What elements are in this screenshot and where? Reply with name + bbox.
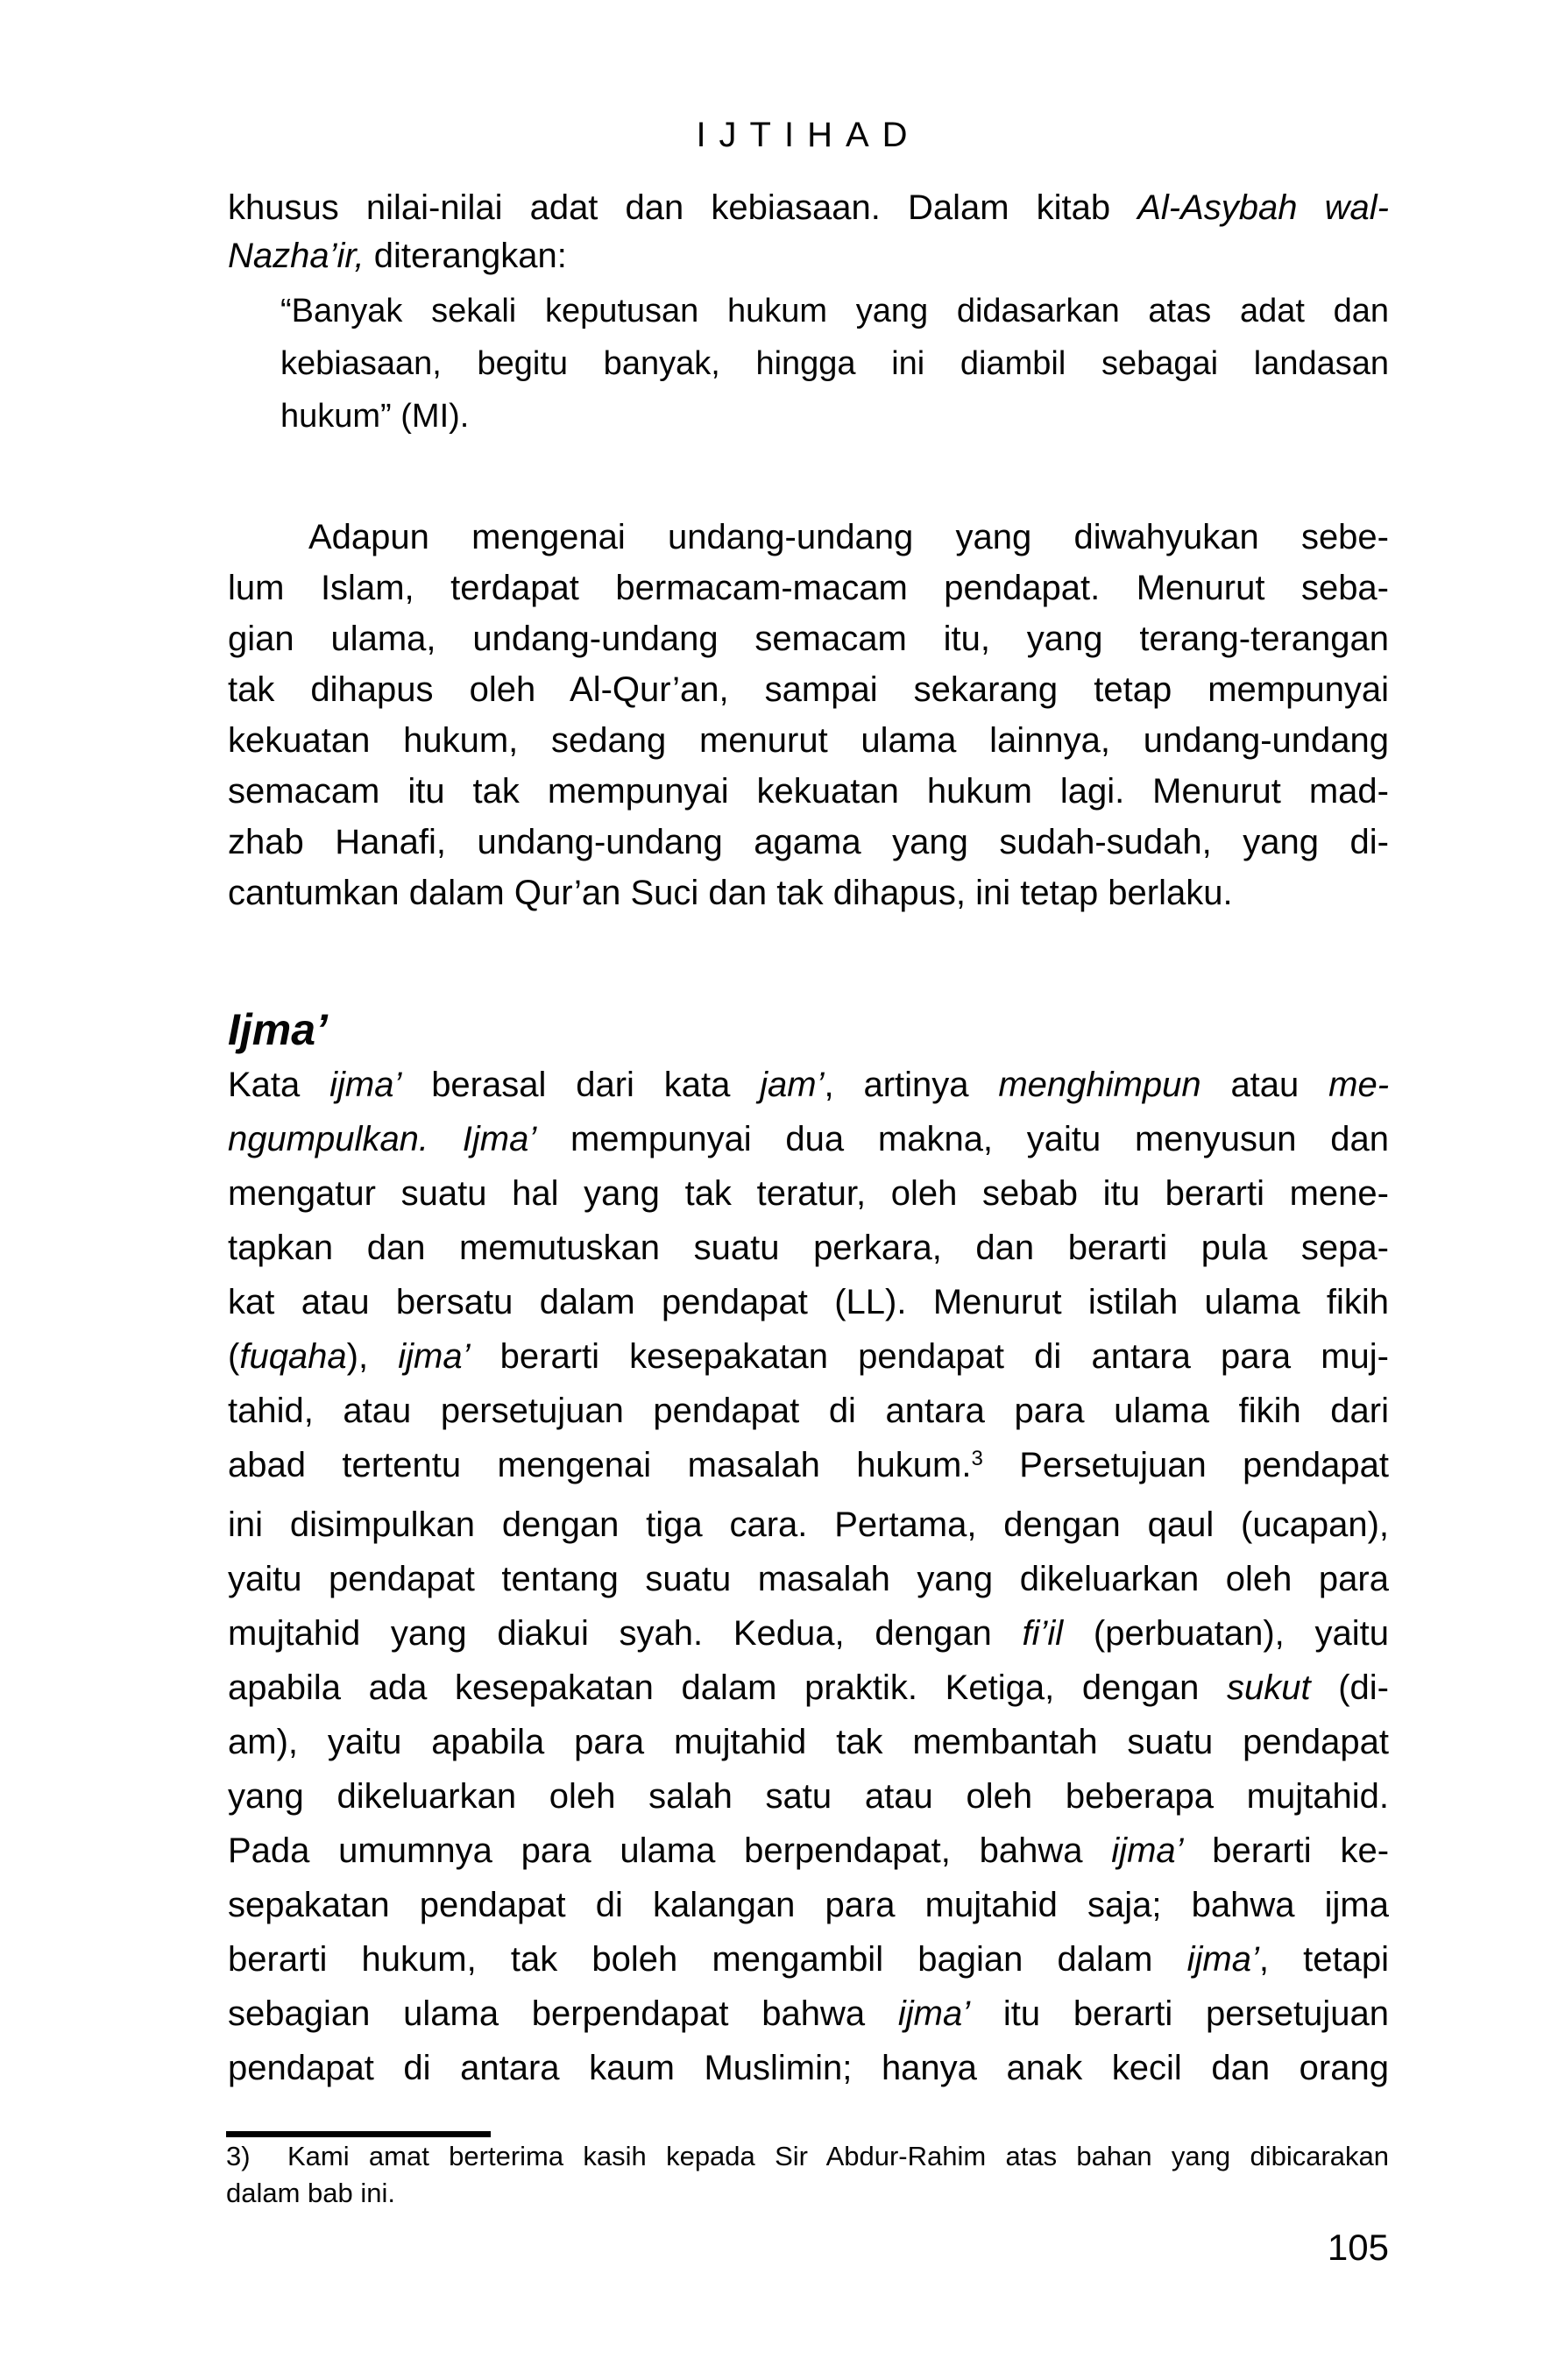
text-segment: gian ulama, undang-undang semacam itu, yang terang-terangan (228, 620, 1389, 658)
text-segment: ( (228, 1337, 240, 1376)
footnote-line (226, 2138, 1389, 2175)
text-segment: fi’il (1022, 1614, 1064, 1653)
text-line (228, 1824, 1389, 1878)
text-segment: menghimpun (998, 1066, 1201, 1104)
text-segment: Kami amat berterima kasih kepada Sir Abdur-Rahim atas bahan yang dibicarakan (287, 2141, 1389, 2171)
text-line (228, 1932, 1389, 1987)
text-segment: fuqaha (239, 1337, 347, 1376)
text-segment: mujtahid yang diakui syah. Kedua, dengan (228, 1614, 1023, 1653)
footnote-reference: 3 (971, 1446, 983, 1470)
text-line (228, 1661, 1389, 1715)
text-segment: lum Islam, terdapat bermacam-macam pendapat. Menurut seba- (228, 569, 1389, 607)
text-line (280, 390, 1389, 443)
text-segment: ijma’ (897, 1994, 971, 2033)
text-line (287, 2138, 1389, 2175)
text-segment: kat atau bersatu dalam pendapat (LL). Menurut istilah ulama fikih (228, 1283, 1389, 1321)
text-segment: sukut (1226, 1668, 1311, 1707)
text-segment: Adapun mengenai undang-undang yang diwahyukan sebe- (308, 518, 1389, 556)
block-quote (280, 285, 1389, 443)
text-segment: ijma’ (1186, 1940, 1259, 1979)
text-segment: (perbuatan), yaitu (1063, 1614, 1389, 1653)
text-line (228, 817, 1389, 868)
text-line (228, 1329, 1389, 1384)
text-segment: tak dihapus oleh Al-Qur’an, sampai sekarang tetap mempunyai (228, 670, 1389, 709)
text-line (228, 868, 1389, 918)
text-line (228, 766, 1389, 817)
running-header: IJTIHAD (696, 116, 921, 154)
text-segment: sebagian ulama berpendapat bahwa (228, 1994, 898, 2033)
text-line (228, 1715, 1389, 1769)
text-line (228, 613, 1389, 664)
text-line (228, 1498, 1389, 1552)
text-segment: atau (1200, 1066, 1329, 1104)
text-line (228, 664, 1389, 715)
text-segment: cantumkan dalam Qur’an Suci dan tak dihapus, ini tetap berlaku. (228, 874, 1233, 912)
text-segment: Persetujuan pendapat (982, 1446, 1389, 1484)
text-segment: me- (1328, 1066, 1390, 1104)
text-line (228, 512, 1389, 563)
text-line (228, 1769, 1389, 1824)
text-segment: mempunyai dua makna, yaitu menyusun dan (536, 1120, 1389, 1158)
text-line (228, 1221, 1389, 1275)
text-line (228, 1275, 1389, 1329)
text-segment: abad tertentu mengenai masalah hukum. (228, 1446, 972, 1484)
text-segment: hukum” (MI). (280, 398, 470, 435)
text-segment: itu berarti persetujuan (970, 1994, 1390, 2033)
text-segment: yaitu pendapat tentang suatu masalah yang dikeluarkan oleh para (228, 1560, 1389, 1598)
page-number: 105 (1327, 2227, 1389, 2268)
text-segment: ijma’ (329, 1066, 402, 1104)
text-line (228, 1112, 1389, 1166)
text-line (280, 285, 1389, 337)
text-segment: “Banyak sekali keputusan hukum yang didasarkan atas adat dan (280, 293, 1389, 329)
text-segment: diterangkan: (364, 237, 567, 275)
section-heading-ijma: Ijma’ (228, 1005, 328, 1054)
text-segment: berarti kesepakatan pendapat di antara para muj- (470, 1337, 1389, 1376)
text-line (228, 1384, 1389, 1438)
text-segment: ), (346, 1337, 399, 1376)
text-segment: kekuatan hukum, sedang menurut ulama lainnya, undang-undang (228, 721, 1389, 760)
text-segment: semacam itu tak mempunyai kekuatan hukum lagi. Menurut mad- (228, 772, 1389, 811)
text-line (228, 1166, 1389, 1221)
text-segment: berarti hukum, tak boleh mengambil bagian dalam (228, 1940, 1187, 1979)
text-line (228, 1606, 1389, 1661)
text-segment: ini disimpulkan dengan tiga cara. Pertama, dengan qaul (ucapan), (228, 1505, 1389, 1544)
text-segment: ijma’ (398, 1337, 471, 1376)
text-segment: , tetapi (1258, 1940, 1390, 1979)
text-line (228, 1438, 1389, 1498)
text-segment: Al-Asybah wal- (1137, 188, 1389, 227)
text-line (228, 2041, 1389, 2095)
text-segment: jam’ (760, 1066, 825, 1104)
text-segment: khusus nilai-nilai adat dan kebiasaan. Dalam kitab (228, 188, 1138, 227)
paragraph-ijma (228, 1058, 1389, 2095)
footnote-marker: 3) (226, 2141, 251, 2171)
text-segment: Nazha’ir, (228, 237, 365, 275)
text-segment: ngumpulkan. Ijma’ (228, 1120, 537, 1158)
text-line (280, 337, 1389, 390)
text-line (228, 1987, 1389, 2041)
text-segment: tapkan dan memutuskan suatu perkara, dan berarti pula sepa- (228, 1229, 1389, 1267)
text-segment: (di- (1310, 1668, 1389, 1707)
paragraph-adapun (228, 512, 1389, 918)
text-segment: mengatur suatu hal yang tak teratur, oleh sebab itu berarti mene- (228, 1174, 1389, 1213)
text-segment: Pada umumnya para ulama berpendapat, bahwa (228, 1831, 1112, 1870)
text-segment: Kata (228, 1066, 330, 1104)
text-segment: am), yaitu apabila para mujtahid tak membantah suatu pendapat (228, 1723, 1389, 1761)
text-segment: pendapat di antara kaum Muslimin; hanya anak kecil dan orang (228, 2049, 1389, 2087)
text-line (228, 1878, 1389, 1932)
text-line (228, 184, 1389, 232)
footnote-text (287, 2138, 1389, 2175)
text-segment: berarti ke- (1183, 1831, 1390, 1870)
text-line (228, 1552, 1389, 1606)
text-line (228, 232, 1389, 280)
text-segment: tahid, atau persetujuan pendapat di antara para ulama fikih dari (228, 1392, 1389, 1430)
text-segment: berasal dari kata (401, 1066, 761, 1104)
text-segment: ijma’ (1111, 1831, 1184, 1870)
text-segment: , artinya (824, 1066, 999, 1104)
paragraph-continuation (228, 184, 1389, 280)
footnote (226, 2138, 1389, 2212)
text-segment: sepakatan pendapat di kalangan para mujtahid saja; bahwa ijma (228, 1886, 1389, 1924)
text-segment: kebiasaan, begitu banyak, hingga ini diambil sebagai landasan (280, 345, 1389, 382)
footnote-separator-rule (226, 2131, 491, 2137)
text-segment: zhab Hanafi, undang-undang agama yang sudah-sudah, yang di- (228, 823, 1389, 861)
footnote-line: dalam bab ini. (226, 2178, 396, 2208)
text-line (228, 563, 1389, 613)
text-segment: apabila ada kesepakatan dalam praktik. Ketiga, dengan (228, 1668, 1227, 1707)
text-segment: yang dikeluarkan oleh salah satu atau oleh beberapa mujtahid. (228, 1777, 1389, 1816)
text-line (228, 715, 1389, 766)
text-line (228, 1058, 1389, 1112)
